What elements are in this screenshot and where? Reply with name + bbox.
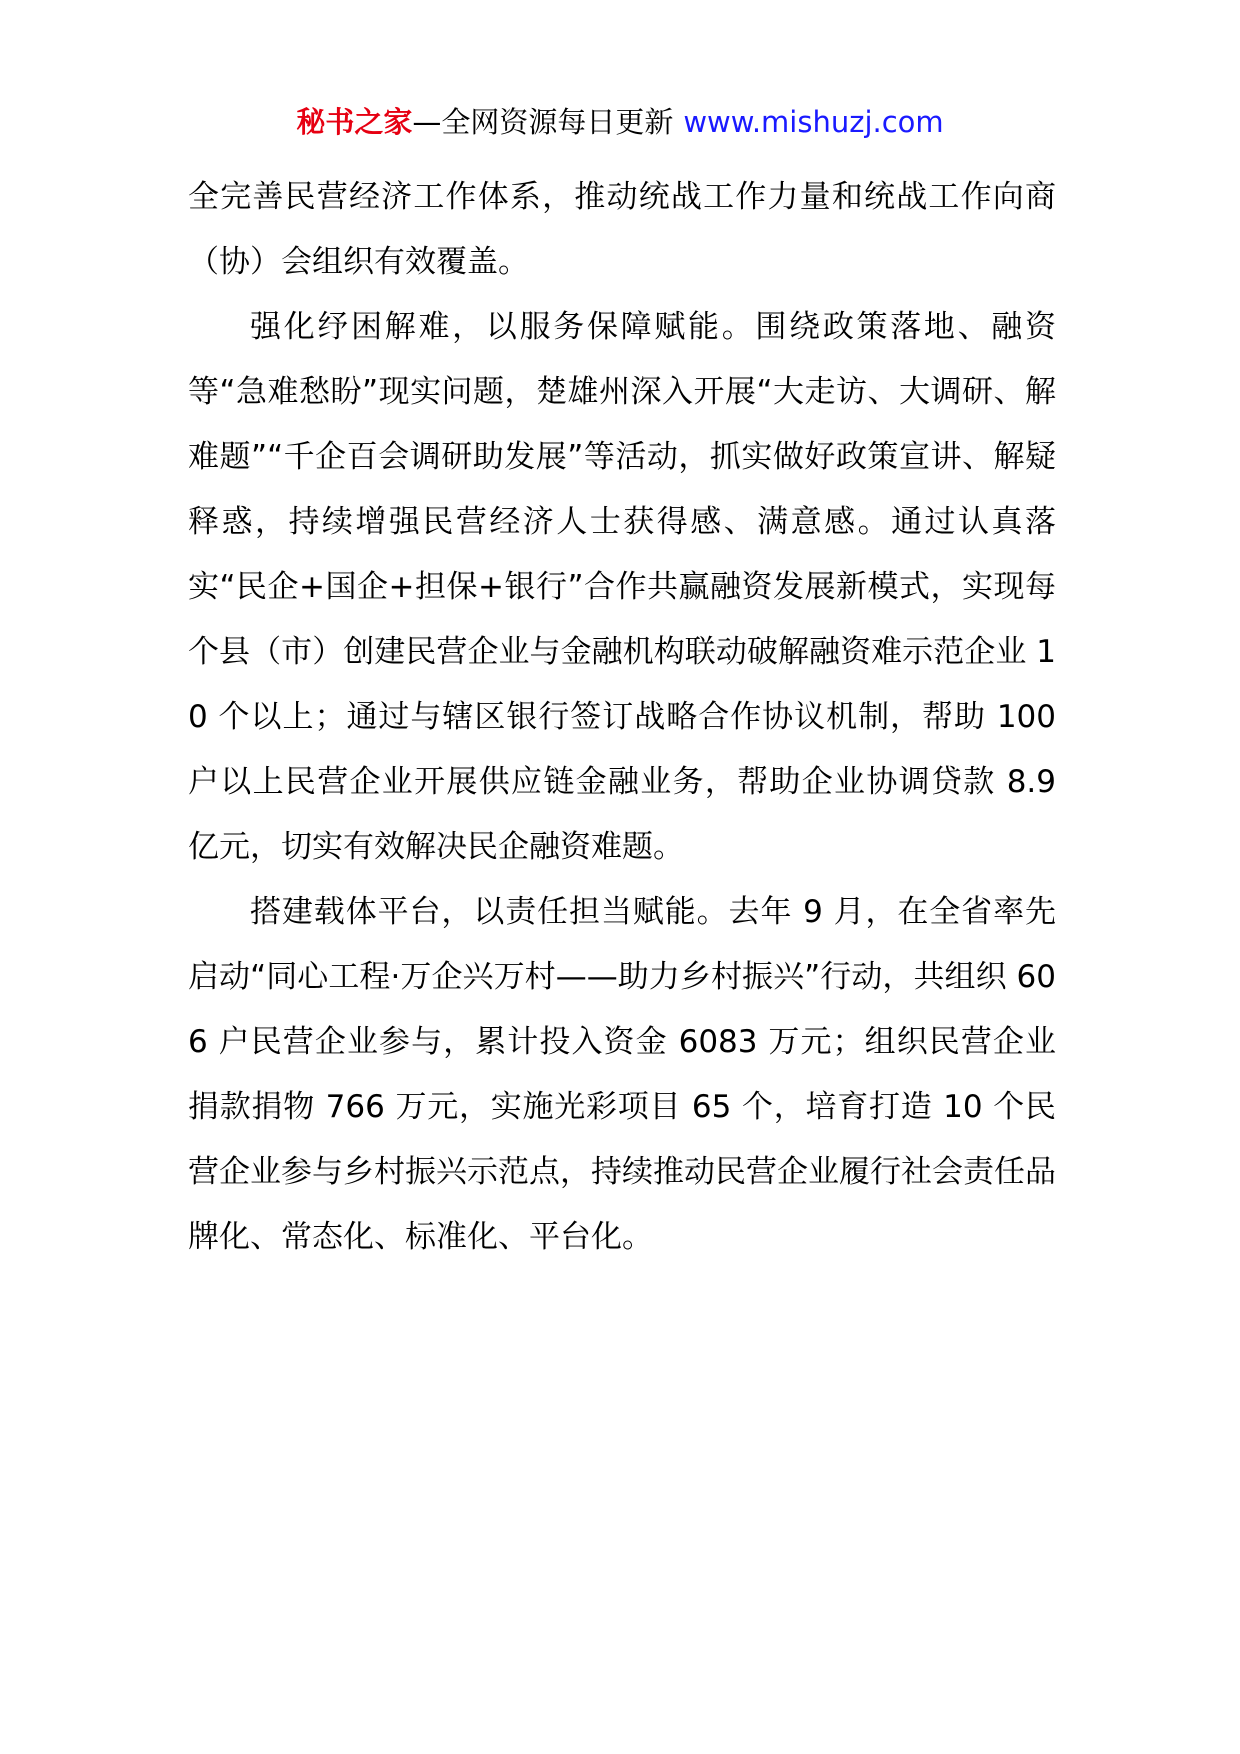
site-url-link[interactable]: www.mishuzj.com	[683, 105, 944, 139]
watermark-header	[0, 102, 1240, 142]
paragraph-financing: 强化纾困解难，以服务保障赋能。围绕政策落地、融资等“急难愁盼”现实问题，楚雄州深入开展“大走访、大调研、解难题”“千企百会调研助发展”等活动，抓实做好政策宣讲、解疑释惑，持续增强民营经济人士获得感、满意感。通过认真落实“民企+国企+担保+银行”合作共赢融资发展新模式，实现每个县（市）创建民营企业与金融机构联动破解融资难示范企业 10 个以上；通过与辖区银行签订战略合作协议机制，帮助 100 户以上民营企业开展供应链金融业务，帮助企业协调贷款 8.9 亿元，切实有效解决民企融资难题。	[188, 309, 1056, 865]
header-tagline: —全网资源每日更新	[412, 105, 674, 139]
document-body	[188, 165, 1056, 1270]
brand-name: 秘书之家	[296, 105, 413, 139]
paragraph-continuation: 全完善民营经济工作体系，推动统战工作力量和统战工作向商（协）会组织有效覆盖。	[188, 179, 1056, 280]
paragraph-rural-revitalization: 搭建载体平台，以责任担当赋能。去年 9 月，在全省率先启动“同心工程·万企兴万村——助力乡村振兴”行动，共组织 606 户民营企业参与，累计投入资金 6083 万元；组织民营企业捐款捐物 766 万元，实施光彩项目 65 个，培育打造 10 个民营企业参与乡村振兴示范点，持续推动民营企业履行社会责任品牌化、常态化、标准化、平台化。	[188, 894, 1056, 1255]
